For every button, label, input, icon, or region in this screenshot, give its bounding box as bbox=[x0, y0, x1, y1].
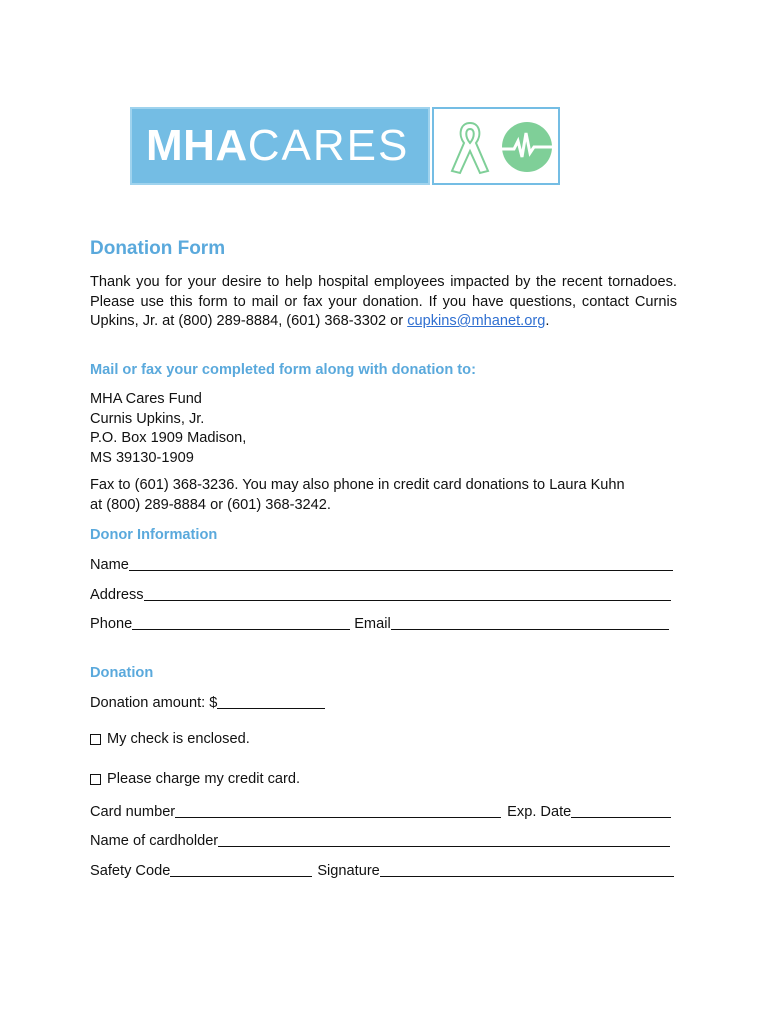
name-row bbox=[90, 556, 673, 573]
amount-label: Donation amount: $ bbox=[90, 695, 218, 711]
name-label: Name bbox=[90, 557, 129, 573]
logo-wordmark bbox=[146, 121, 410, 170]
code-signature-row bbox=[90, 862, 674, 879]
address-line: MHA Cares Fund bbox=[90, 391, 202, 407]
card-row bbox=[90, 803, 671, 820]
intro-end: . bbox=[545, 313, 550, 329]
amount-row bbox=[90, 694, 325, 711]
email-label: Email bbox=[354, 616, 391, 632]
address-line: Curnis Upkins, Jr. bbox=[90, 410, 205, 427]
exp-date-label: Exp. Date bbox=[507, 804, 572, 820]
donation-heading: Donation bbox=[90, 665, 154, 681]
address-row bbox=[90, 586, 671, 603]
form-title: Donation Form bbox=[90, 238, 226, 259]
ribbon-icon bbox=[444, 115, 496, 179]
logo-thin-text: CARES bbox=[247, 121, 410, 170]
safety-code-label: Safety Code bbox=[90, 863, 171, 879]
address-line: P.O. Box 1909 Madison, bbox=[90, 430, 247, 446]
check-label: My check is enclosed. bbox=[107, 731, 250, 747]
address-field[interactable] bbox=[144, 586, 671, 601]
contact-email-link[interactable]: cupkins@mhanet.org bbox=[407, 313, 546, 329]
fax-instructions bbox=[90, 476, 670, 515]
card-number-label: Card number bbox=[90, 804, 176, 820]
fax-line: at (800) 289-8884 or (601) 368-3242. bbox=[90, 496, 331, 513]
credit-option[interactable] bbox=[90, 771, 300, 787]
cardholder-label: Name of cardholder bbox=[90, 833, 219, 849]
address-line: MS 39130-1909 bbox=[90, 449, 194, 466]
fax-line: Fax to (601) 368-3236. You may also phone in credit card donations to Laura Kuhn bbox=[90, 477, 625, 493]
mha-cares-logo bbox=[130, 107, 560, 185]
check-checkbox[interactable] bbox=[90, 734, 101, 745]
safety-code-field[interactable] bbox=[170, 862, 312, 877]
card-number-field[interactable] bbox=[175, 803, 501, 818]
email-field[interactable] bbox=[391, 615, 669, 630]
phone-email-row bbox=[90, 615, 669, 632]
name-field[interactable] bbox=[129, 556, 673, 571]
heart-monitor-icon bbox=[498, 117, 556, 177]
exp-date-field[interactable] bbox=[571, 803, 671, 818]
phone-field[interactable] bbox=[132, 615, 350, 630]
credit-checkbox[interactable] bbox=[90, 774, 101, 785]
logo-wordmark-box bbox=[130, 107, 430, 185]
cardholder-field[interactable] bbox=[218, 832, 670, 847]
check-option[interactable] bbox=[90, 731, 250, 747]
intro-paragraph bbox=[90, 273, 677, 332]
phone-label: Phone bbox=[90, 616, 133, 632]
cardholder-row bbox=[90, 832, 670, 849]
intro-text: Thank you for your desire to help hospital employees impacted by the recent tornadoes. Please use this form to mail or fax your donation. If you have questions, contact Curnis Upkins, Jr. at (800) 289-8884, (601) 368-3302 or bbox=[90, 274, 677, 329]
signature-label: Signature bbox=[317, 863, 380, 879]
donor-heading: Donor Information bbox=[90, 527, 218, 543]
address-label: Address bbox=[90, 587, 144, 603]
mail-heading: Mail or fax your completed form along with donation to: bbox=[90, 362, 476, 378]
credit-label: Please charge my credit card. bbox=[107, 771, 301, 787]
signature-field[interactable] bbox=[380, 862, 674, 877]
mailing-address bbox=[90, 390, 246, 468]
logo-icon-panel bbox=[432, 107, 560, 185]
logo-bold-text: MHA bbox=[146, 121, 248, 170]
amount-field[interactable] bbox=[217, 694, 325, 709]
